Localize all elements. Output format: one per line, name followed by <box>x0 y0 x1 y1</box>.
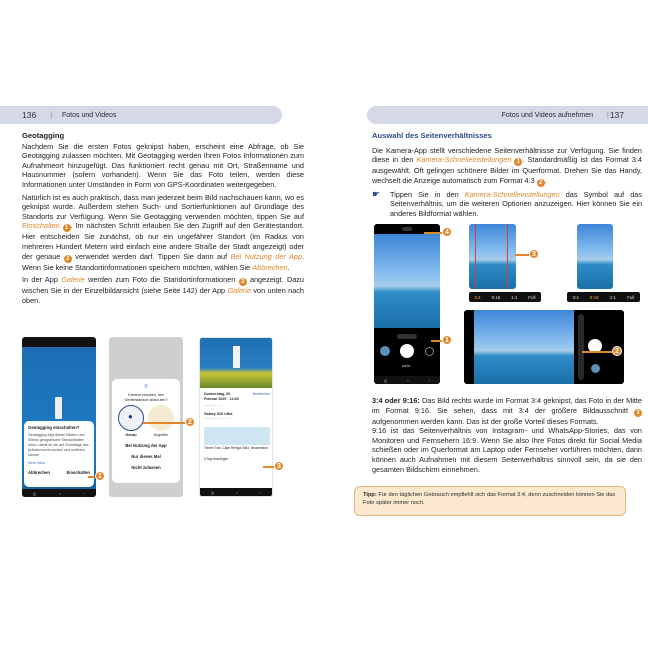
aspect-ratio-bar <box>567 292 640 302</box>
preview-9-16 <box>577 224 613 289</box>
text: . <box>544 175 547 185</box>
ui-term: Kamera-Schnelleinstellungen <box>464 189 560 199</box>
lighthouse-image <box>55 397 62 419</box>
shutter-button[interactable] <box>400 344 414 358</box>
ui-term: Galerie <box>227 286 252 296</box>
callout-marker: 1 <box>514 158 522 166</box>
page-header <box>367 106 648 124</box>
text: das Symbol auf das Seitenverhältnis, um die weiteren Optionen anzuzeigen. Hier können Sie ein anderes Bildformat wählen. <box>390 189 642 218</box>
dialog-body: Geotagging fügt deinen Bildern und Videos geografische Standortdaten hinzu, damit du sie auf Grundlage des Aufnahmeorts suchen und sortieren kannst. <box>28 433 89 457</box>
text: werden zum Foto die Standortinformationen <box>84 275 239 285</box>
header-divider: | <box>606 111 609 119</box>
callout-line <box>582 351 614 353</box>
text: Tippen Sie in den <box>390 189 465 199</box>
approximate-option[interactable] <box>147 405 175 437</box>
cancel-button[interactable]: Abbrechen <box>28 470 50 475</box>
ratio-option[interactable]: Full <box>528 294 536 300</box>
ui-term: Kamera-Schnelleinstellungen <box>416 155 512 165</box>
page-number: 136 <box>22 110 37 120</box>
paragraph <box>22 193 304 273</box>
android-navbar: ||| ○ ‹ <box>374 376 440 384</box>
callout-line <box>424 232 444 234</box>
ui-term: Einschalten <box>22 221 60 231</box>
paragraph-lead: 3:4 oder 9:16: <box>372 396 420 405</box>
callout-marker: 3 <box>239 278 247 286</box>
ui-term: Abbrechen <box>252 262 288 272</box>
callout-marker: 1 <box>63 224 71 232</box>
page-number: 137 <box>609 110 624 120</box>
more-info-link[interactable]: Mehr Infos <box>28 461 45 465</box>
paragraph: 9:16 ist das Seitenverhältnis von Instagram- und WhatsApp-Stories, das von Monitoren und Fernsehern 16:9. Wenn Sie also Ihre Fotos direkt für Social Media schießen oder im Querformat am Laptop oder Fernseher vorführen möchten, dann können auch Aufnahmen mit diesem Seitenverhältnis sinnvoll sein, da sie den gesamten Bildschirm einnehmen. <box>372 426 642 474</box>
aspect-ratio-bar <box>469 292 541 302</box>
text: . Wenn Sie keine Standortinformationen speichern möchten, wählen Sie <box>22 251 304 272</box>
permission-prompt: Kamera erlauben, den Gerätestandort abzurufen? <box>124 393 168 402</box>
screenshot-camera-portrait <box>374 224 440 384</box>
paragraph: Nachdem Sie die ersten Fotos geknipst haben, erscheint eine Abfrage, ob Sie Geotagging zulassen möchten. Mit Geotagging werden Ihren Fotos Informationen zum Aufnahmeort hinzugefügt. Das funktioniert recht genau mit Ort, Straßenname und Hausnummer (sofern vorhanden). Wenn Sie das Foto teilen, werden diese Informationen unter Umständen in Form von GPS-Koordinaten weitergegeben. <box>22 141 304 189</box>
callout-marker: 2 <box>537 179 545 187</box>
geotag-dialog <box>24 421 94 487</box>
android-navbar: ||| ○ ‹ <box>200 488 272 496</box>
tip-box <box>354 486 626 516</box>
gallery-thumbnail[interactable] <box>380 346 390 356</box>
section-title: Geotagging <box>22 131 65 140</box>
deny-button[interactable]: Nicht zulassen <box>131 465 161 470</box>
only-this-time-button[interactable]: Nur dieses Mal <box>131 454 161 459</box>
screenshot-gallery-details: Donnerstag, 20. Februar 2020 · 14:33 Bearbeiten — — — — Galaxy S20 Ultra — — — — — — Timber Trail, Cape Reinga 0484, Neuseeland # Tag hinzufügen ||| ○ ‹ <box>199 337 273 497</box>
camera-viewfinder <box>374 234 440 328</box>
lighthouse-photo <box>200 338 273 388</box>
callout-line <box>143 422 187 424</box>
aspect-ratio-button[interactable] <box>402 227 412 231</box>
screenshot-location-permission <box>109 337 183 497</box>
right-content <box>372 131 642 219</box>
ratio-option[interactable]: 9:16 <box>589 294 599 300</box>
paragraph <box>22 275 304 305</box>
instruction-text <box>390 190 642 219</box>
callout-4: 4 <box>442 227 452 237</box>
text: Die Kamera-App stellt verschiedene Seitenverhältnisse zur Verfügung. Sie finden diese in den <box>372 145 642 165</box>
gallery-thumbnail[interactable] <box>591 364 600 373</box>
callout-marker: 3 <box>634 409 642 417</box>
location-map[interactable] <box>204 427 270 445</box>
pointing-hand-icon: ☛ <box>372 188 381 199</box>
paragraph <box>372 146 642 187</box>
precise-option[interactable] <box>117 405 145 437</box>
callout-1: 1 <box>442 335 452 345</box>
preview-3-4 <box>469 224 516 289</box>
callout-marker: 2 <box>64 255 72 263</box>
location-address: Timber Trail, Cape Reinga 0484, Neuseeland <box>204 445 268 450</box>
text: aufgenommen werden kann. Das ist der große Vorteil dieses Formats. <box>372 416 599 426</box>
photo-date: Donnerstag, 20. Februar 2020 · 14:33 <box>204 392 239 401</box>
while-using-app-button[interactable]: Bei Nutzung der App <box>125 443 167 448</box>
callout-1: 1 <box>95 471 105 481</box>
header-divider: | <box>50 111 53 119</box>
approximate-label: Ungefähr <box>153 433 169 437</box>
text: verwendet werden darf. Tippen Sie dann auf <box>71 251 231 261</box>
android-navbar: ||| ○ ‹ <box>22 489 96 497</box>
right-content-lower <box>372 396 642 477</box>
location-dialog <box>112 379 180 483</box>
tip-label: Tipp: <box>363 492 377 498</box>
crop-frame <box>475 224 508 289</box>
camera-viewfinder <box>474 310 574 384</box>
dialog-title: Geotagging einschalten? <box>28 425 80 430</box>
switch-camera-button[interactable] <box>425 347 434 356</box>
section-title: Auswahl des Seitenverhältnisses <box>372 131 492 140</box>
ratio-option[interactable]: 3:4 <box>474 294 481 300</box>
paragraph <box>372 396 642 426</box>
page-header <box>0 106 282 124</box>
mode-label[interactable]: FOTO <box>402 364 411 368</box>
text: angezeigt. Dazu wischen Sie in der Einzelbildansicht (siehe Seite 142) der App <box>22 275 304 296</box>
ratio-option[interactable]: 1:1 <box>511 294 518 300</box>
ratio-option[interactable]: 3:4 <box>572 294 579 300</box>
map-pin-icon: ● <box>128 412 133 421</box>
callout-3: 3 <box>274 461 284 471</box>
instruction-step <box>372 190 642 219</box>
callout-3: 3 <box>529 249 539 259</box>
screenshot-camera-landscape <box>464 310 624 384</box>
precise-label: Genau <box>125 433 137 437</box>
chapter-title: Fotos und Videos aufnehmen <box>501 111 593 119</box>
text: Das Bild rechts wurde im Format 3:4 geknipst, das Foto in der Mitte im Format 9:16. Sie sehen, dass mit 3:4 der größere Bildausschnitt <box>372 396 642 415</box>
edit-link[interactable]: Bearbeiten <box>252 392 270 396</box>
text: . <box>287 262 290 272</box>
ratio-option[interactable]: Full <box>627 294 635 300</box>
enable-button[interactable]: Einschalten <box>66 470 90 475</box>
text: . Im nächsten Schritt erlauben Sie den Zugriff auf den Gerätestandort. Hier entscheiden Sie zunächst, ob nur ein ungefährer Standort (im Radius von mehreren Hundert Metern wird einfach eine andere Straße der Stadt angezeigt) oder der genaue <box>22 221 305 261</box>
zoom-selector[interactable] <box>397 334 417 339</box>
text: In der App <box>22 275 62 285</box>
tip-text: Für den täglichen Gebrauch empfiehlt sich das Format 3:4, denn zuschneiden können Sie das Foto später immer noch. <box>363 492 616 506</box>
ui-term: Galerie <box>61 275 85 285</box>
text: . Standardmäßig ist das Format 3:4 ausgewählt. Oft gelingen schönere Bilder im Querformat. Drehen Sie das Handy, wechselt die Anzeige automatisch zum Format 4:3 <box>372 155 642 185</box>
screenshot-geotag-dialog <box>22 337 96 497</box>
callout-2: 2 <box>612 346 622 356</box>
left-content <box>22 131 304 308</box>
ratio-option[interactable]: 1:1 <box>609 294 617 300</box>
location-pin-icon: ⌾ <box>144 384 148 390</box>
text: von unten nach oben. <box>22 286 304 305</box>
right-page <box>324 0 648 648</box>
device-name: Galaxy S20 Ultra <box>204 411 233 416</box>
ratio-option[interactable]: 9:16 <box>491 294 501 300</box>
add-tag-button[interactable]: # Tag hinzufügen <box>204 456 229 461</box>
quick-settings-column[interactable] <box>578 314 584 380</box>
ui-term: Bei Nutzung der App <box>230 251 302 261</box>
text: Natürlich ist es auch praktisch, dass man jederzeit beim Bild nachschauen kann, wo es geknipst wurde. Außerdem stehen Such- und Sortierfunktionen auf Grundlage des Standorts zur Verfügung. Wenn Sie Geotagging verwenden möchten, tippen Sie auf <box>22 192 304 221</box>
callout-2: 2 <box>185 417 195 427</box>
chapter-title: Fotos und Videos <box>62 111 117 119</box>
